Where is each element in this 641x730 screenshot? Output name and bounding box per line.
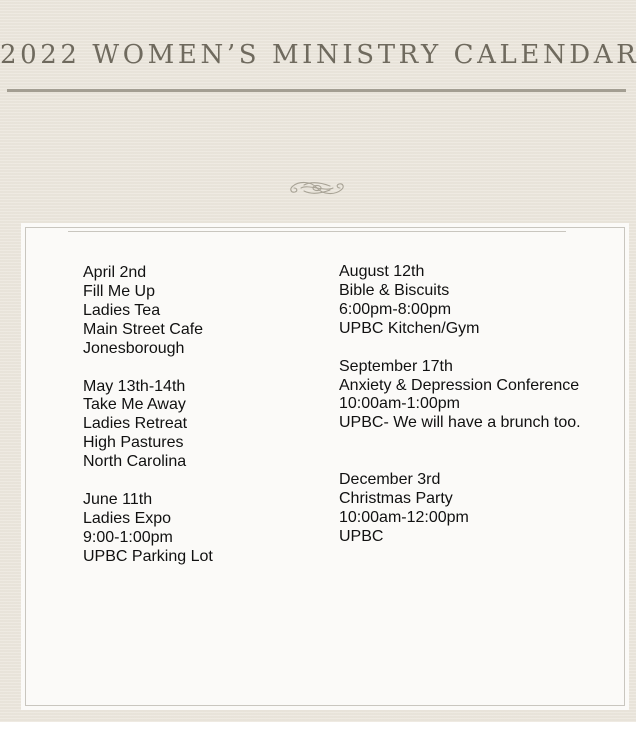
left-column [83, 264, 213, 567]
event-august [339, 263, 581, 339]
event-date: December 3rd [339, 471, 441, 489]
right-column [339, 263, 581, 547]
event-location: UPBC [339, 527, 384, 545]
card-top-rule [68, 231, 566, 232]
event-time: 10:00am-12:00pm [339, 509, 469, 527]
event-june [83, 491, 213, 567]
event-time: 6:00pm-8:00pm [339, 300, 452, 318]
event-date: June 11th [83, 491, 153, 509]
event-location: Jonesborough [83, 339, 185, 357]
event-title: Take Me Away [83, 396, 186, 414]
event-detail: Ladies Retreat [83, 415, 188, 433]
flourish-icon [286, 176, 348, 200]
event-time: 9:00-1:00pm [83, 528, 173, 546]
event-title: Bible & Biscuits [339, 281, 450, 299]
event-location: UPBC- We will have a brunch too. [339, 414, 581, 432]
event-venue: Main Street Cafe [83, 320, 204, 338]
event-september [339, 358, 581, 434]
event-may [83, 378, 213, 473]
event-location: UPBC Parking Lot [83, 547, 213, 565]
event-location: North Carolina [83, 453, 187, 471]
event-date: May 13th-14th [83, 377, 186, 395]
event-title: Christmas Party [339, 490, 453, 508]
event-title: Ladies Expo [83, 509, 172, 527]
event-date: April 2nd [83, 264, 147, 281]
event-december [339, 471, 581, 547]
event-venue: High Pastures [83, 434, 184, 452]
event-detail: Ladies Tea [83, 301, 161, 319]
event-title: Anxiety & Depression Conference [339, 376, 580, 394]
event-april [83, 264, 213, 359]
page-title: 2022 WOMEN’S MINISTRY CALENDAR [0, 40, 640, 70]
event-time: 10:00am-1:00pm [339, 395, 460, 413]
title-divider [7, 89, 626, 92]
event-title: Fill Me Up [83, 282, 156, 300]
calendar-card [21, 223, 629, 710]
event-date: September 17th [339, 357, 453, 375]
event-location: UPBC Kitchen/Gym [339, 319, 480, 337]
event-date: August 12th [339, 263, 425, 280]
